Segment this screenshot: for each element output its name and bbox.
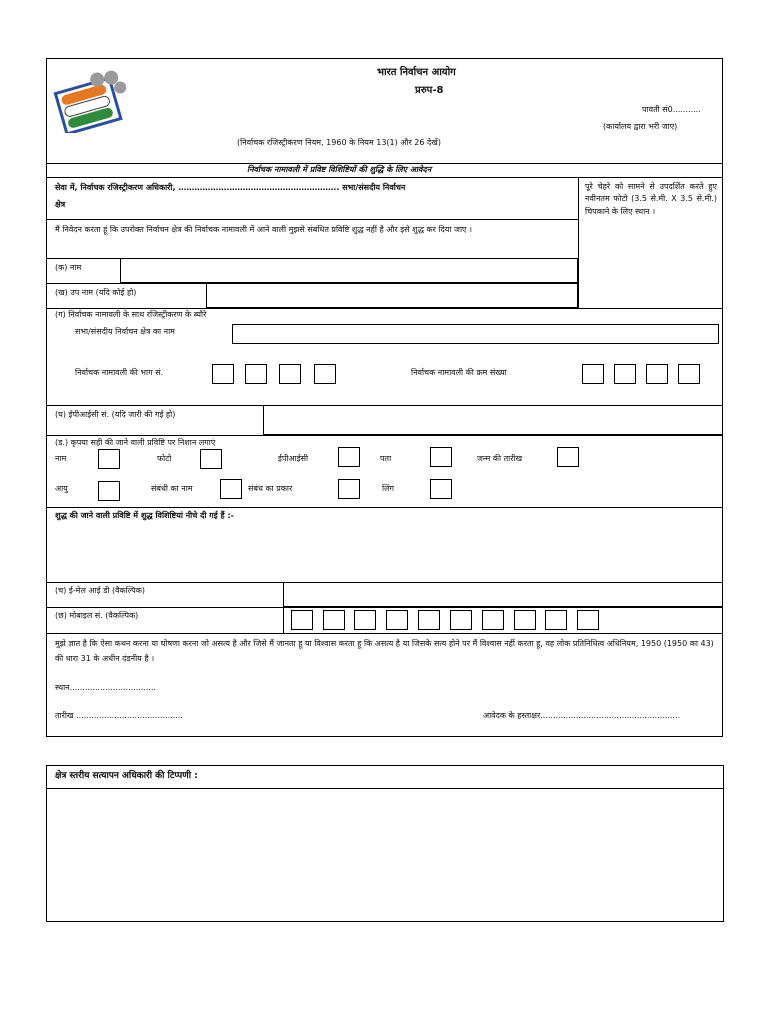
name-input[interactable] — [120, 258, 578, 283]
checkbox-label-epic: ईपीआईसी — [278, 454, 309, 463]
mobile-label: (छ) मोबाइल सं. (वैकल्पिक) — [55, 611, 139, 620]
mobile-digit-5[interactable] — [418, 610, 440, 630]
photo-divider — [578, 177, 579, 308]
checkbox-label-relation-type: संबंध का प्रकार — [248, 484, 293, 493]
surname-input[interactable] — [206, 283, 578, 308]
form-number: प्ररुप-8 — [415, 85, 444, 96]
serial-number-box-1[interactable] — [582, 364, 604, 384]
roll-details-row — [47, 308, 722, 309]
request-row — [47, 219, 578, 220]
corrections-row — [47, 507, 722, 508]
mobile-digit-3[interactable] — [354, 610, 376, 630]
checkbox-age[interactable] — [98, 481, 120, 501]
title-row-bottom — [47, 177, 722, 178]
name-label: (क) नाम — [55, 263, 82, 272]
serial-number-box-4[interactable] — [678, 364, 700, 384]
epic-label: (घ) ईपीआईसी सं. (यदि जारी की गई हो) — [55, 410, 176, 419]
checkbox-label-name: नाम — [55, 454, 67, 463]
request-statement: मैं निवेदन करता हूं कि उपरोक्त निर्वाचन क्षेत्र की निर्वाचक नामावली में आने वाली मुझसे संबंधित प्रविष्टि शुद्ध नहीं है और इसे शुद्ध कर दिया जाए । — [55, 225, 473, 234]
mobile-divider — [283, 607, 284, 633]
office-use-note: (कार्यालय द्वारा भरी जाए) — [603, 122, 678, 131]
form-title: निर्वाचक नामावली में प्रविष्ट विशिष्टियों की शुद्धि के लिए आवेदन — [247, 165, 432, 174]
tick-prompt: (ड.) कृपया सही की जाने वाली प्रविष्टि पर निशान लगाएं — [55, 438, 216, 447]
constituency-label: सभा/संसदीय निर्वाचन क्षेत्र का नाम — [75, 327, 175, 336]
rules-reference: (निर्वाचक रजिस्ट्रीकरण नियम, 1960 के नियम 13(1) और 26 देखें) — [237, 138, 441, 147]
declaration-text: मुझे ज्ञात है कि ऐसा कथन करना या घोषणा करना जो असत्य है और जिसे मैं जानता हू या विश्वास करता हू कि असत्य है या जिसके सत्य होने पर मैं विश्वास नहीं करता हू, वह लोक प्रतिनिधित्व अधिनियम, 1950 (1950 का 43) की धारा 31 के अधीन दंडनीय है । — [55, 639, 714, 664]
comment-heading: क्षेत्र स्तरीय सत्यापन अधिकारी की टिप्पणी : — [55, 771, 198, 781]
mobile-digit-4[interactable] — [386, 610, 408, 630]
mobile-digit-6[interactable] — [450, 610, 472, 630]
place-field[interactable]: स्थान.................................. — [55, 683, 157, 692]
checkbox-label-dob: जन्म की तारीख — [477, 454, 523, 463]
checkbox-photo[interactable] — [200, 449, 222, 469]
constituency-input[interactable] — [232, 324, 719, 344]
checkbox-gender[interactable] — [430, 479, 452, 499]
receipt-number: पावती सं0........... — [642, 105, 701, 114]
checkbox-label-photo: फोटो — [157, 454, 172, 463]
comment-input[interactable] — [47, 789, 723, 921]
commission-title: भारत निर्वाचन आयोग — [377, 67, 456, 78]
election-commission-logo — [53, 69, 137, 133]
part-number-box-4[interactable] — [314, 364, 336, 384]
epic-input[interactable] — [263, 405, 723, 435]
signature-field[interactable]: आवेदक के हस्ताक्षर....................................................... — [483, 711, 681, 720]
declaration-row — [47, 633, 722, 634]
email-input[interactable] — [283, 582, 723, 607]
checkbox-dob[interactable] — [557, 447, 579, 467]
checkbox-label-gender: लिंग — [382, 484, 394, 493]
surname-label: (ख) उप नाम (यदि कोई हो) — [55, 288, 137, 297]
date-field[interactable]: तारीख .......................................... — [55, 711, 183, 720]
address-line-2: क्षेत्र — [55, 200, 66, 209]
address-line: सेवा में, निर्वाचक रजिस्ट्रीकरण अधिकारी, ……………….………………………………….. सभा/संसदीय निर्वाचन — [55, 183, 406, 192]
checkbox-address[interactable] — [430, 447, 452, 467]
checkbox-epic[interactable] — [338, 447, 360, 467]
photo-space[interactable]: पूरे चेहरे को सामने से उपदर्शित करते हुए नवीनतम फोटो (3.5 से.मी. X 3.5 से.मी.) चिपकाने के लिए स्थान । — [585, 182, 717, 216]
checkbox-relation-type[interactable] — [338, 479, 360, 499]
serial-number-label: निर्वाचक नामावली की क्रम संख्या — [411, 368, 507, 377]
checkbox-relative-name[interactable] — [220, 479, 242, 499]
part-number-box-2[interactable] — [245, 364, 267, 384]
checkbox-name[interactable] — [98, 449, 120, 469]
corrections-input[interactable] — [47, 525, 723, 582]
mobile-row — [47, 607, 722, 608]
verification-comment-box — [46, 765, 724, 922]
tick-row — [47, 435, 722, 436]
mobile-digit-8[interactable] — [514, 610, 536, 630]
mobile-digit-10[interactable] — [577, 610, 599, 630]
form-8-sheet — [46, 58, 723, 737]
roll-details-label: (ग) निर्वाचक नामावली के साथ रजिस्ट्रीकरण के ब्यौरे — [55, 310, 207, 319]
checkbox-label-address: पता — [380, 454, 392, 463]
serial-number-box-2[interactable] — [614, 364, 636, 384]
part-number-box-1[interactable] — [212, 364, 234, 384]
mobile-digit-7[interactable] — [482, 610, 504, 630]
title-row — [47, 163, 722, 177]
mobile-digit-9[interactable] — [545, 610, 567, 630]
corrections-heading: शुद्ध की जाने वाली प्रविष्टि में शुद्ध विशिष्टियां नीचे दी गई हैं :- — [55, 511, 234, 520]
mobile-digit-1[interactable] — [291, 610, 313, 630]
email-label: (च) ई-मेल आई डी (वैकल्पिक) — [55, 586, 145, 595]
part-number-box-3[interactable] — [279, 364, 301, 384]
part-number-label: निर्वाचक नामावली की भाग सं. — [75, 368, 164, 377]
serial-number-box-3[interactable] — [646, 364, 668, 384]
checkbox-label-age: आयु — [55, 484, 68, 493]
mobile-digit-2[interactable] — [323, 610, 345, 630]
checkbox-label-relative-name: संबंधी का नाम — [151, 484, 193, 493]
